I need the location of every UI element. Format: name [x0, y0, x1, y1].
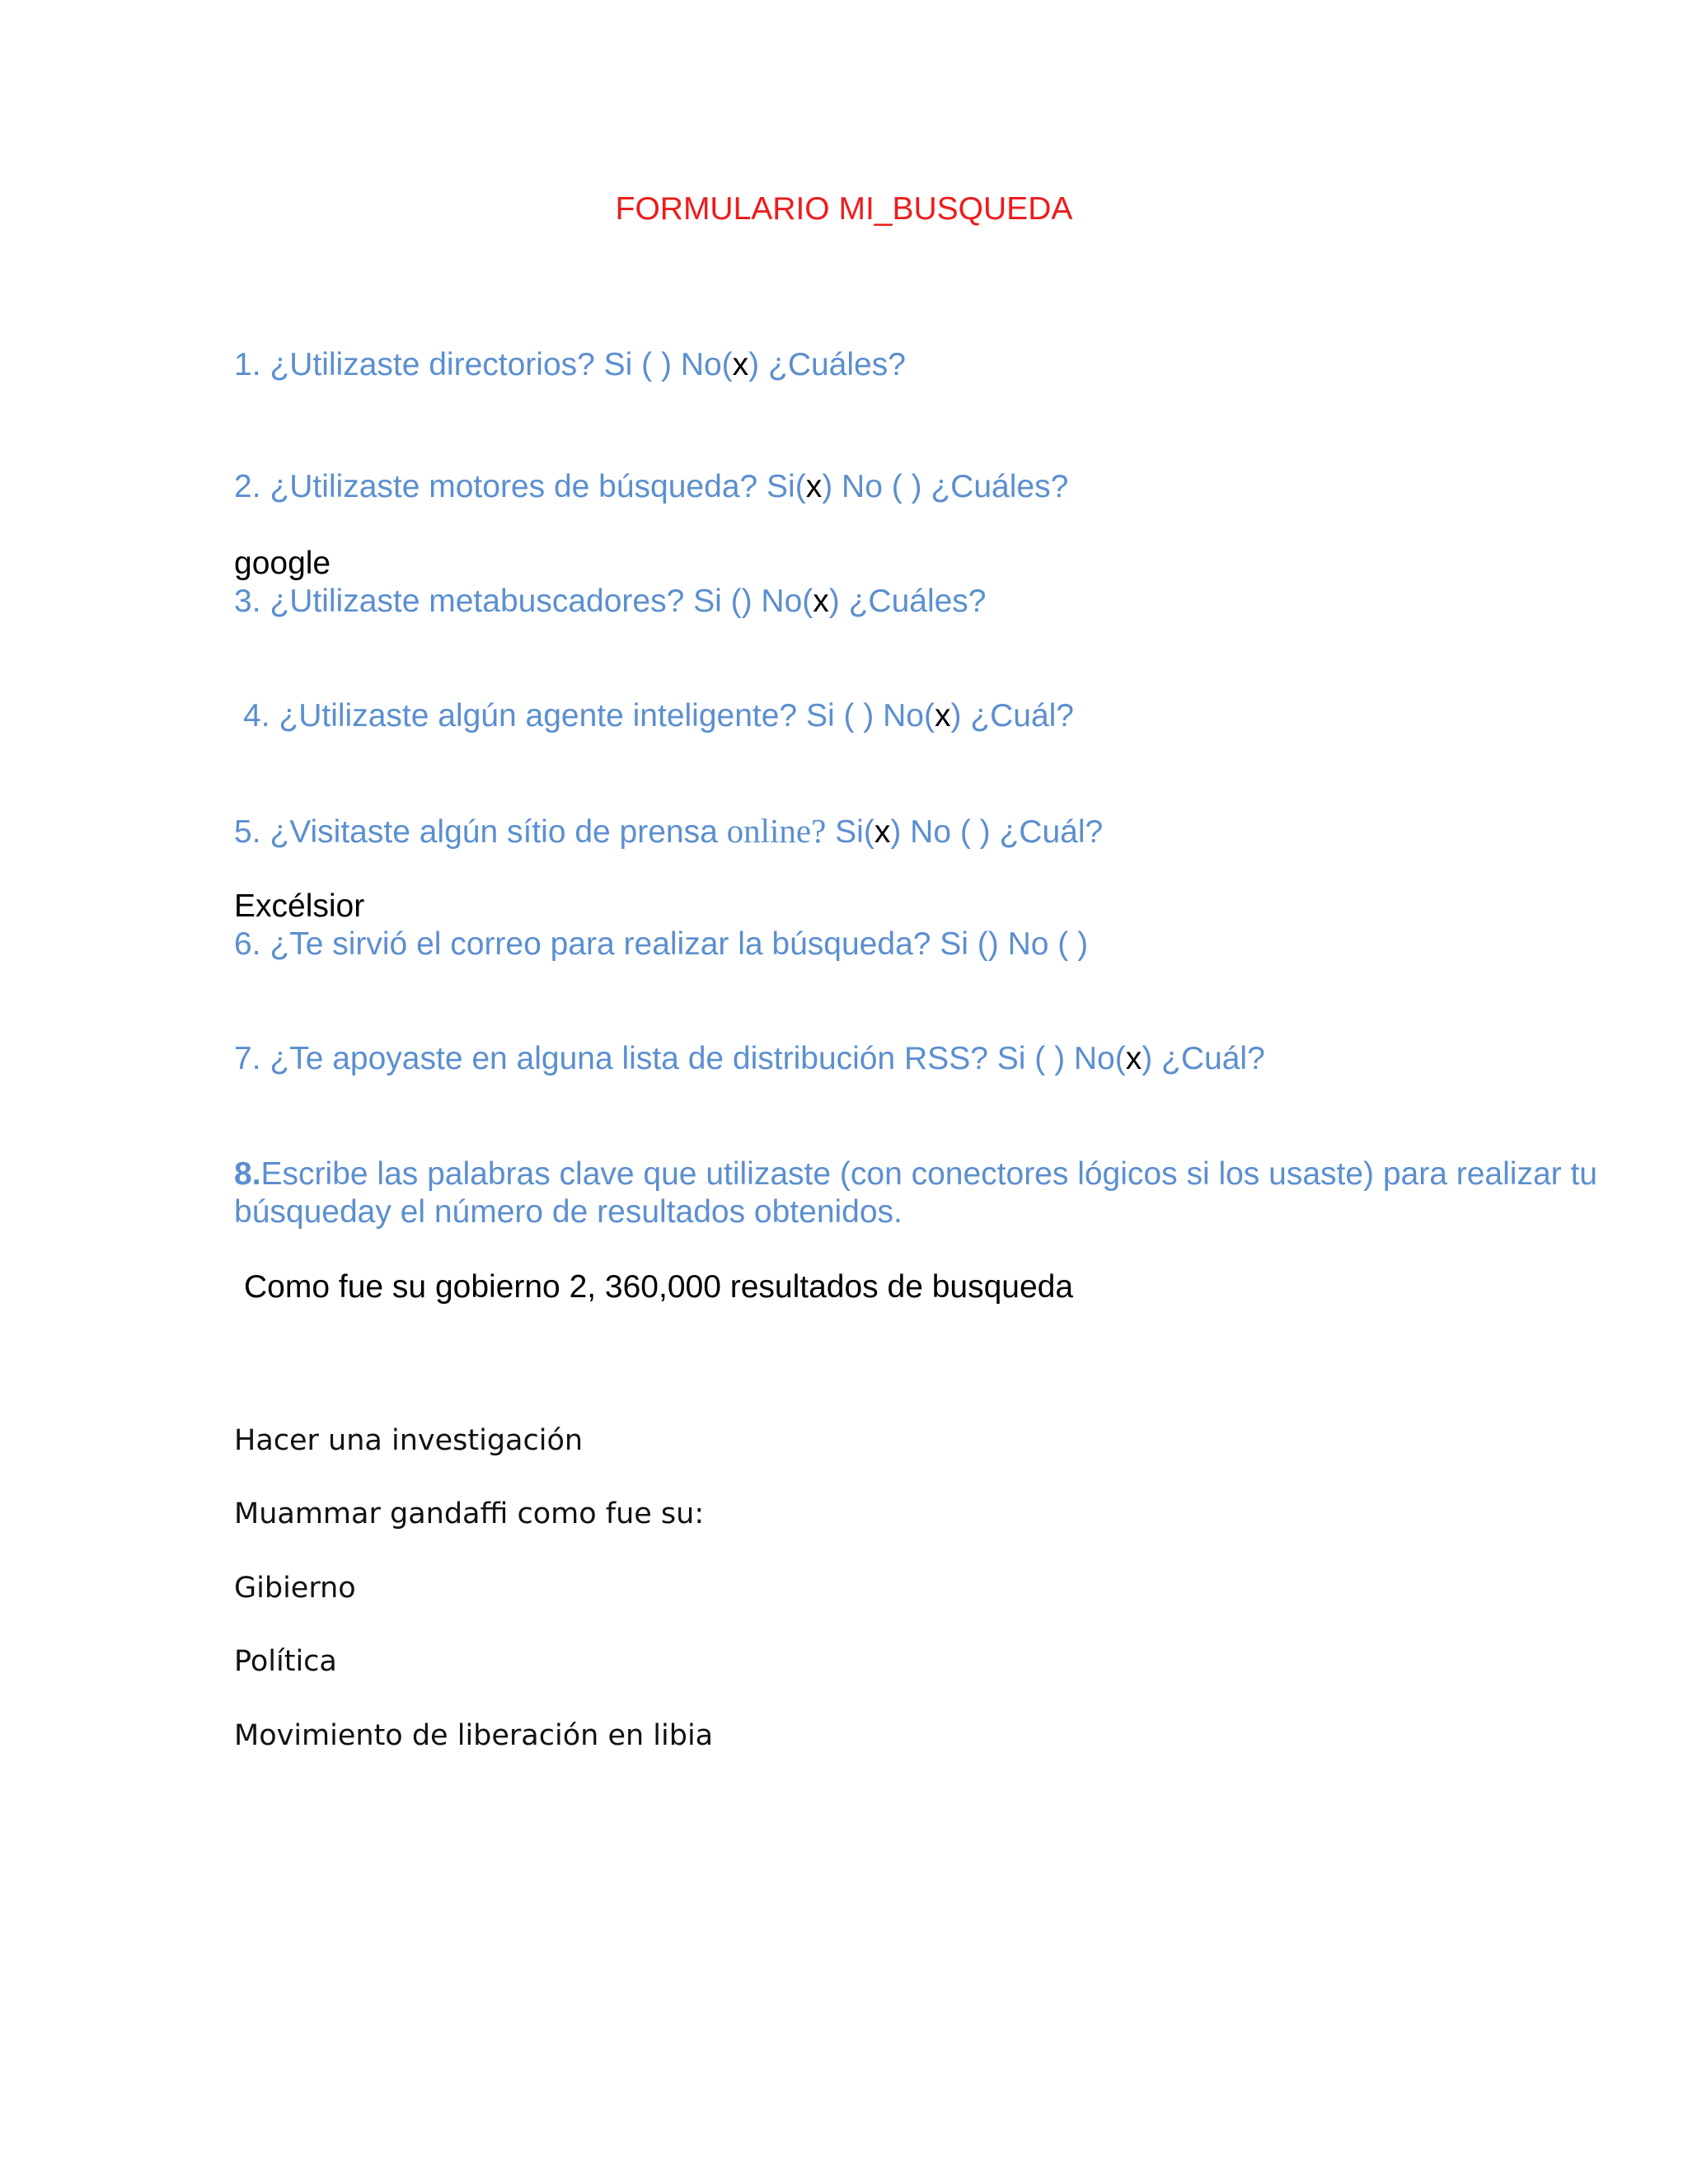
question-5 [234, 812, 1103, 851]
question-suffix: ) ¿Cuáles? [748, 347, 906, 382]
question-7 [234, 1040, 1265, 1078]
question-suffix: ) No ( ) ¿Cuáles? [822, 469, 1069, 504]
question-number: 1. [234, 347, 270, 382]
question-8 [234, 1155, 1685, 1231]
question-number: 3. [234, 583, 270, 619]
answer-8: Como fue su gobierno 2, 360,000 resultados de busqueda [244, 1269, 1074, 1305]
question-suffix: ) ¿Cuál? [1142, 1041, 1265, 1076]
question-text: ¿Utilizaste metabuscadores? Si () No( [270, 583, 814, 619]
question-text: ¿Visitaste algún sítio de prensa [270, 814, 727, 850]
question-text: ¿Utilizaste motores de búsqueda? Si( [270, 469, 806, 504]
question-text: Escribe las palabras clave que utilizaste (con conectores lógicos si los usaste) para realizar tu búsqueday el número de resultados obtenidos. [234, 1156, 1597, 1230]
question-text: ¿Utilizaste algún agente inteligente? Si ( ) No( [279, 698, 935, 733]
note-line: Muammar gandaffi como fue su: [234, 1497, 705, 1530]
answer-2: google [234, 546, 331, 581]
answer-mark: x [1125, 1041, 1142, 1076]
question-number: 8. [234, 1156, 261, 1192]
question-4 [243, 697, 1074, 735]
answer-mark: x [805, 469, 823, 504]
answer-5: Excélsior [234, 888, 365, 924]
question-suffix: ) ¿Cuál? [950, 698, 1074, 733]
answer-mark: x [813, 583, 829, 619]
question-2 [234, 468, 1068, 506]
note-line: Movimiento de liberación en libia [234, 1719, 714, 1752]
note-line: Política [234, 1645, 337, 1678]
question-suffix: ) No ( ) ¿Cuál? [890, 814, 1104, 850]
answer-mark: x [874, 814, 891, 850]
note-line: Gibierno [234, 1572, 356, 1605]
question-1 [234, 346, 906, 384]
question-number: 6. [234, 926, 270, 962]
question-number: 5. [234, 814, 270, 850]
question-number: 7. [234, 1041, 270, 1076]
question-text: ¿Utilizaste directorios? Si ( ) No( [270, 347, 733, 382]
question-text: ¿Te apoyaste en alguna lista de distribución RSS? Si ( ) No( [270, 1041, 1126, 1076]
question-3 [234, 583, 987, 621]
answer-mark: x [732, 347, 749, 382]
question-number: 2. [234, 469, 270, 504]
question-number: 4. [243, 698, 279, 733]
note-line: Hacer una investigación [234, 1424, 584, 1457]
question-text: ¿Te sirvió el correo para realizar la búsqueda? Si () No ( ) [270, 926, 1089, 962]
question-6 [234, 926, 1088, 963]
question-suffix: ) ¿Cuáles? [828, 583, 987, 619]
online-word: online? [726, 812, 827, 850]
question-text-2: Si( [826, 814, 874, 850]
page-title: FORMULARIO MI_BUSQUEDA [615, 191, 1073, 227]
answer-mark: x [934, 698, 951, 733]
